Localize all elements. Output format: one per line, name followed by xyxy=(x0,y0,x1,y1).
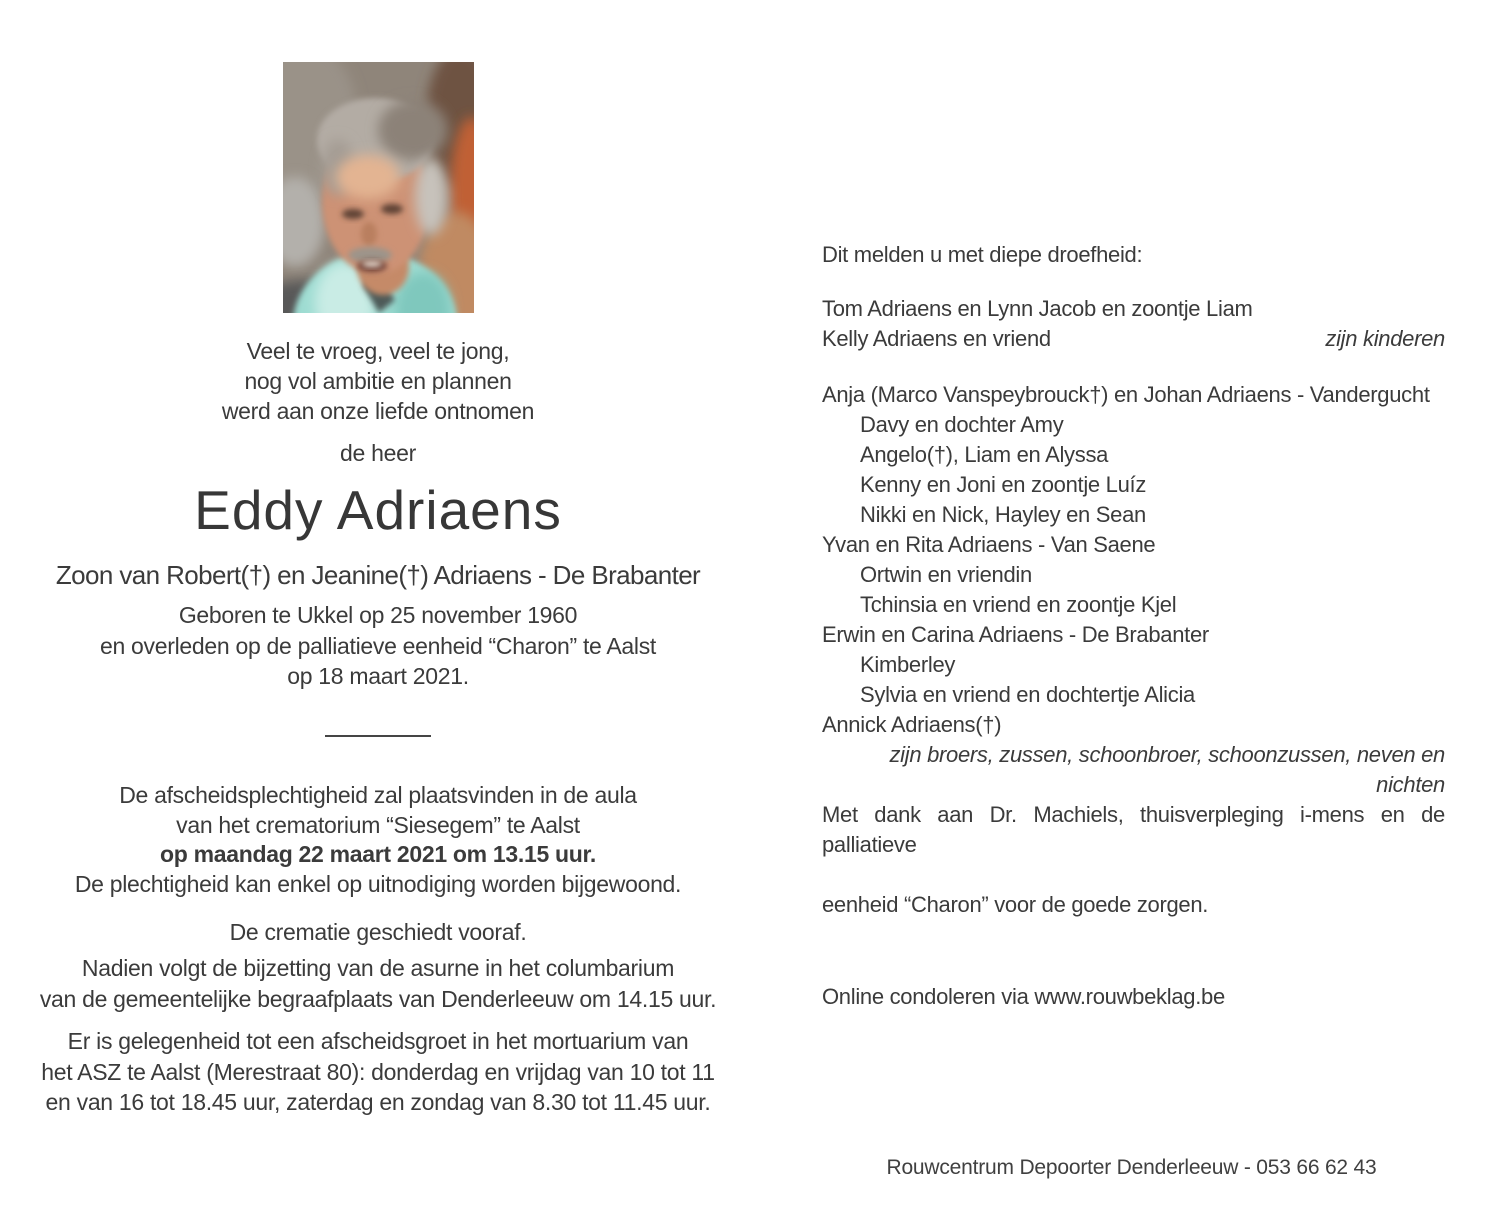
birth-line: Geboren te Ukkel op 25 november 1960 xyxy=(178,602,578,628)
child-line: Tom Adriaens en Lynn Jacob en zoontje Liam xyxy=(822,296,1253,321)
columbarium-line: van de gemeentelijke begraafplaats van Denderleeuw om 14.15 uur. xyxy=(39,985,717,1012)
service-invitation-line: De plechtigheid kan enkel op uitnodiging worden bijgewoond. xyxy=(74,870,682,897)
death-date-line: op 18 maart 2021. xyxy=(287,663,469,689)
poem-line: nog vol ambitie en plannen xyxy=(244,368,512,394)
mortuary-line: Er is gelegenheid tot een afscheidsgroet in het mortuarium van xyxy=(67,1028,689,1054)
relation-label: zijn kinderen xyxy=(1325,326,1445,351)
family-row: Kenny en Joni en zoontje Luíz xyxy=(860,472,1147,497)
family-row: Sylvia en vriend en dochtertje Alicia xyxy=(860,682,1195,707)
online-condolence-line: Online condoleren via www.rouwbeklag.be xyxy=(822,984,1225,1009)
columbarium-info xyxy=(0,953,756,1014)
lineage-line: Zoon van Robert(†) en Jeanine(†) Adriaens - De Brabanter xyxy=(55,560,701,590)
relation-summary-line: zijn broers, zussen, schoonbroer, schoonzussen, neven en nichten xyxy=(889,742,1445,797)
thanks-line: Met dank aan Dr. Machiels, thuisverpleging i-mens en de palliatieve xyxy=(822,802,1445,857)
service-line: van het crematorium “Siesegem” te Aalst xyxy=(176,811,580,838)
family-row: Erwin en Carina Adriaens - De Brabanter xyxy=(822,622,1209,647)
birth-death-info xyxy=(0,600,756,692)
service-info xyxy=(0,781,756,899)
section-divider xyxy=(325,735,431,737)
family-row: Davy en dochter Amy xyxy=(860,412,1064,437)
service-line: De afscheidsplechtigheid zal plaatsvinden in de aula xyxy=(119,782,637,808)
children-list xyxy=(822,294,1445,354)
announcement-intro: Dit melden u met diepe droefheid: xyxy=(822,242,1143,267)
mortuary-info xyxy=(0,1026,756,1118)
family-row: Annick Adriaens(†) xyxy=(822,712,1002,737)
family-list xyxy=(822,380,1445,800)
thanks-line: eenheid “Charon” voor de goede zorgen. xyxy=(822,892,1209,917)
cremation-note: De crematie geschiedt vooraf. xyxy=(229,919,527,945)
family-row: Kimberley xyxy=(860,652,956,677)
family-row: Anja (Marco Vanspeybrouck†) en Johan Adriaens - Vandergucht xyxy=(822,382,1430,407)
portrait-photo xyxy=(283,62,474,313)
funeral-home-footer: Rouwcentrum Depoorter Denderleeuw - 053 66 62 43 xyxy=(886,1156,1377,1179)
poem-line: Veel te vroeg, veel te jong, xyxy=(246,338,510,364)
death-line: en overleden op de palliatieve eenheid “Charon” te Aalst xyxy=(99,632,657,659)
child-line: Kelly Adriaens en vriend xyxy=(822,326,1051,351)
salutation: de heer xyxy=(340,440,416,466)
deceased-name: Eddy Adriaens xyxy=(194,479,562,541)
poem-line: werd aan onze liefde ontnomen xyxy=(221,398,535,424)
service-date-line: op maandag 22 maart 2021 om 13.15 uur. xyxy=(159,841,597,867)
mortuary-line: en van 16 tot 18.45 uur, zaterdag en zondag van 8.30 tot 11.45 uur. xyxy=(45,1089,711,1115)
family-row: Angelo(†), Liam en Alyssa xyxy=(860,442,1109,467)
memorial-poem xyxy=(0,336,756,426)
family-row: Nikki en Nick, Hayley en Sean xyxy=(860,502,1146,527)
mortuary-line: het ASZ te Aalst (Merestraat 80): donderdag en vrijdag van 10 tot 11 xyxy=(41,1058,715,1085)
family-row: Tchinsia en vriend en zoontje Kjel xyxy=(860,592,1177,617)
columbarium-line: Nadien volgt de bijzetting van de asurne in het columbarium xyxy=(81,955,675,981)
family-row: Yvan en Rita Adriaens - Van Saene xyxy=(822,532,1156,557)
child-line-with-relation xyxy=(822,324,1445,354)
portrait-photo-illustration xyxy=(283,62,474,313)
thanks-note xyxy=(822,800,1445,920)
family-row: Ortwin en vriendin xyxy=(860,562,1032,587)
